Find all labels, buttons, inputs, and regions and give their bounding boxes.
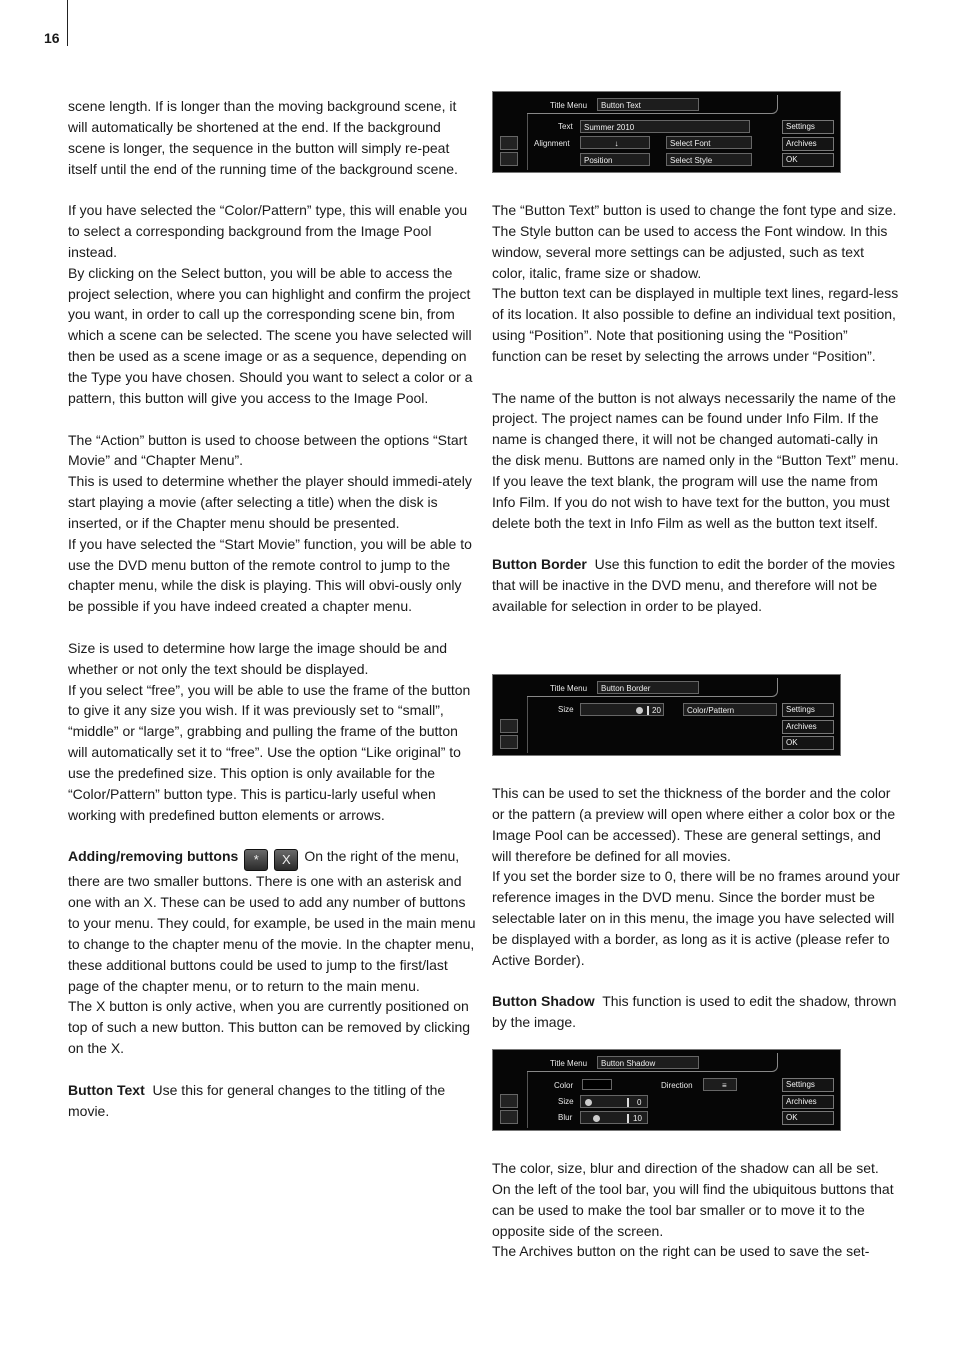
button-border-panel — [492, 674, 841, 756]
color-swatch[interactable] — [582, 1079, 612, 1090]
button-shadow-text: This function is used to edit the shadow, thrown by the image. — [492, 993, 897, 1031]
right-column-c — [492, 783, 900, 1033]
toolbar-move-button[interactable] — [500, 1110, 518, 1124]
left-column — [68, 96, 476, 1122]
paragraph: The X button is only active, when you are currently positioned on top of such a new button. This button can be removed by clicking on the X. — [68, 998, 471, 1057]
page-number: 16 — [44, 30, 60, 46]
text-label: Text — [558, 122, 573, 131]
select-style-button[interactable]: Select Style — [666, 153, 752, 166]
alignment-select[interactable] — [580, 136, 650, 149]
slider-knob[interactable] — [585, 1099, 592, 1106]
button-shadow-paragraph — [492, 991, 900, 1033]
title-menu-label: Title Menu — [550, 1059, 588, 1068]
button-shadow-panel — [492, 1049, 841, 1131]
button-text-panel — [492, 91, 841, 173]
settings-button[interactable]: Settings — [782, 703, 834, 717]
paragraph: By clicking on the Select button, you will be able to access the project selection, where you can highlight and confirm the project you want, in order to call up the corresponding scene bin, from which a scene can be selected. The scene you have selected will then be used as a scene image or as a sequence, depending on the Type you have chosen. Should you want to select a color or a pattern, this button will give you access to the Image Pool. — [68, 264, 473, 406]
paragraph: If you have selected the “Start Movie” function, you will be able to use the DVD menu button of the remote control to jump to the chapter menu, while the disk is playing. This will obvi-ously only be possible if you have indeed created a chapter menu. — [68, 535, 472, 615]
ok-button[interactable]: OK — [782, 736, 834, 750]
button-border-paragraph — [492, 554, 900, 617]
alignment-label: Alignment — [534, 139, 570, 148]
select-font-button[interactable]: Select Font — [666, 136, 752, 149]
settings-button[interactable]: Settings — [782, 1078, 834, 1092]
slider-divider — [627, 1098, 629, 1107]
adding-buttons-paragraph — [68, 846, 476, 996]
paragraph: scene length. If is longer than the moving background scene, it will automatically be shortened at the end. If the background scene is longer, the sequence in the button will simply re-peat itself until the end of the running time of the background scene. — [68, 98, 458, 177]
direction-label: Direction — [661, 1081, 693, 1090]
blur-value: 10 — [633, 1114, 642, 1123]
page-rule — [67, 0, 68, 46]
button-border-text: Use this function to edit the border of the movies that will be inactive in the DVD menu, and therefore will not be available for selection in order to be played. — [492, 556, 896, 615]
right-column-d — [492, 1158, 900, 1262]
size-label: Size — [558, 705, 574, 714]
paragraph: This can be used to set the thickness of the border and the color or the pattern (a preview will open where either a color box or the Image Pool can be accessed). These are general settings, and will therefore be defined for all movies. — [492, 785, 896, 864]
title-menu-label: Title Menu — [550, 684, 588, 693]
archives-button[interactable]: Archives — [782, 137, 834, 151]
title-menu-label: Title Menu — [550, 101, 588, 110]
arrow-down-icon: ↓ — [614, 139, 619, 148]
slider-knob[interactable] — [593, 1115, 600, 1122]
toolbar-shrink-button[interactable] — [500, 719, 518, 733]
blur-label: Blur — [558, 1113, 573, 1122]
size-slider[interactable] — [580, 1095, 648, 1108]
ok-button[interactable]: OK — [782, 153, 834, 167]
title-menu-select[interactable]: Button Text — [597, 98, 699, 111]
title-menu-select[interactable]: Button Border — [597, 681, 699, 694]
color-pattern-button[interactable]: Color/Pattern — [683, 703, 777, 716]
toolbar-move-button[interactable] — [500, 152, 518, 166]
paragraph: The “Action” button is used to choose between the options “Start Movie” and “Chapter Menu”. — [68, 431, 468, 469]
paragraph: If you select “free”, you will be able to use the frame of the button to give it any size you wish. If it was previously set to “small”, “middle” or “large”, grabbing and pulling the frame of the button will automatically set it to “free”. Use the option “Like original” to use the predefined size. This option is only available for the “Color/Pattern” button type. This is particu-larly useful when working with predefined button elements or arrows. — [68, 681, 471, 823]
settings-button[interactable]: Settings — [782, 120, 834, 134]
button-text-heading: Button Text — [68, 1081, 145, 1098]
direction-select[interactable] — [703, 1078, 737, 1091]
toolbar-shrink-button[interactable] — [500, 136, 518, 150]
paragraph: The Archives button on the right can be used to save the set- — [492, 1243, 870, 1260]
size-label: Size — [558, 1097, 574, 1106]
blur-slider[interactable] — [580, 1111, 648, 1124]
paragraph: The name of the button is not always necessarily the name of the project. The project names can be found under Info Film. If the name is changed there, it will not be changed automati-cally in the disk menu. Buttons are named only in the “Button Text” menu. If you leave the text blank, the program will use the name from Info Film. If you do not wish to have text for the button, you must delete both the text in Info Film as well as the button text itself. — [492, 389, 899, 531]
title-menu-select[interactable]: Button Shadow — [597, 1056, 699, 1069]
archives-button[interactable]: Archives — [782, 720, 834, 734]
toolbar-move-button[interactable] — [500, 735, 518, 749]
paragraph: The button text can be displayed in multiple text lines, regard-less of its location. It also possible to define an individual text position, using “Position”. Note that positioning using the “Position” function can be reset by selecting the arrows under “Position”. — [492, 285, 899, 364]
size-value: 20 — [652, 706, 661, 715]
button-border-heading: Button Border — [492, 556, 587, 573]
ok-button[interactable]: OK — [782, 1111, 834, 1125]
slider-divider — [627, 1114, 629, 1123]
adding-buttons-text: On the right of the menu, there are two smaller buttons. There is one with an asterisk and one with an X. These can be used to add any number of buttons to your menu. They could, for example, be used in the main menu to change to the chapter menu of the movie. In the chapter menu, these additional buttons could be used to jump to the first/last page of the chapter menu, or to return to the main menu. — [68, 848, 476, 994]
adding-buttons-heading: Adding/removing buttons — [68, 848, 239, 865]
menu-icon: ≡ — [722, 1081, 727, 1090]
button-text-text: Use this for general changes to the titling of the movie. — [68, 1081, 446, 1119]
position-button[interactable]: Position — [580, 153, 650, 166]
button-shadow-heading: Button Shadow — [492, 993, 595, 1010]
right-column-a — [492, 200, 900, 617]
slider-knob[interactable] — [636, 707, 643, 714]
x-icon: X — [274, 849, 298, 871]
slider-divider — [647, 706, 649, 715]
paragraph: The “Button Text” button is used to change the font type and size. The Style button can be used to access the Font window. In this window, several more settings can be adjusted, such as text color, italic, frame size or shadow. — [492, 202, 897, 281]
archives-button[interactable]: Archives — [782, 1095, 834, 1109]
paragraph: If you have selected the “Color/Pattern” type, this will enable you to select a corresponding background from the Image Pool instead. — [68, 202, 468, 260]
paragraph: The color, size, blur and direction of the shadow can all be set. On the left of the tool bar, you will find the ubiquitous buttons that can be used to make the tool bar smaller or to move it to the opposite side of the screen. — [492, 1160, 894, 1239]
color-label: Color — [554, 1081, 574, 1090]
size-value: 0 — [637, 1098, 642, 1107]
size-slider[interactable] — [580, 703, 664, 716]
paragraph: This is used to determine whether the player should immedi-ately start playing a movie (after selecting a title) when the disk is inserted, or if the Chapter menu should be presented. — [68, 473, 472, 531]
text-input[interactable]: Summer 2010 — [580, 120, 750, 133]
asterisk-icon: * — [244, 849, 268, 871]
toolbar-shrink-button[interactable] — [500, 1094, 518, 1108]
button-text-paragraph — [68, 1080, 476, 1122]
paragraph: If you set the border size to 0, there will be no frames around your reference images in the DVD menu. Since the border must be selectable later on in this menu, the image you have selected will be displayed with a border, as long as it is active (please refer to Active Border). — [492, 868, 900, 968]
paragraph: Size is used to determine how large the image should be and whether or not only the text should be displayed. — [68, 639, 448, 677]
